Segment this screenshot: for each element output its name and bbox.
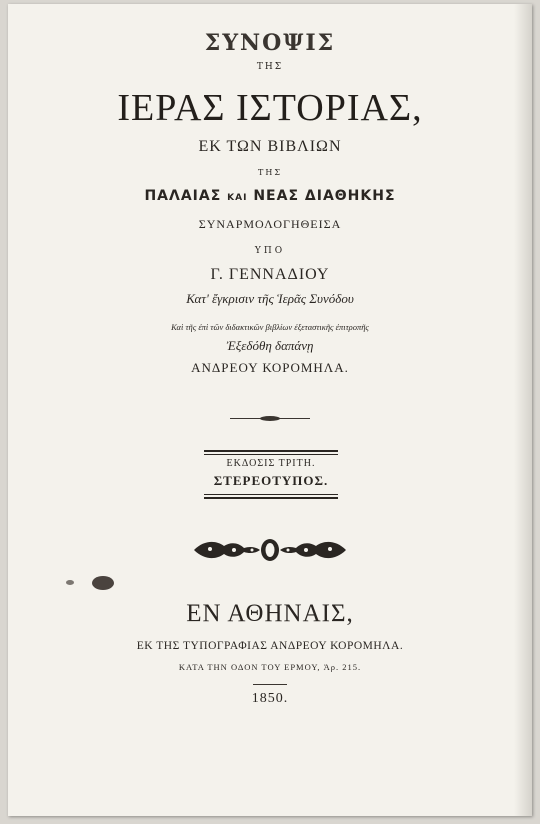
imprint-year: 1850. — [251, 691, 289, 706]
edition-bottom-thin-rule — [204, 494, 338, 495]
approval-line: Κατ' ἔγκρισιν τῆς Ἱερᾶς Συνόδου — [186, 291, 354, 306]
old-testament-word: ΠΑΛΑΙΑΣ — [144, 188, 222, 204]
edition-label: ΕΚΔΟΣΙΣ ΤΡΙΤΗ. — [226, 458, 316, 469]
edition-bottom-rule — [204, 497, 338, 499]
conjunction-word: ΚΑΙ — [227, 193, 248, 203]
imprint-address: ΚΑΤΑ ΤΗΝ ΟΔΟΝ ΤΟΥ ΕΡΜΟΥ, Ἀρ. 215. — [178, 662, 362, 672]
title-page — [8, 4, 532, 816]
imprint-place: ΕΝ ΑΘΗΝΑΙΣ, — [186, 600, 354, 627]
year-rule — [253, 684, 287, 685]
edition-top-rule — [204, 450, 338, 452]
main-title: ΙΕΡΑΣ ΙΣΤΟΡΙΑΣ, — [117, 87, 423, 129]
expense-line: Ἐξεδόθη δαπάνῃ — [226, 338, 314, 353]
ink-stain — [92, 576, 114, 590]
imprint-press: ΕΚ ΤΗΣ ΤΥΠΟΓΡΑΦΙΑΣ ΑΝΔΡΕΟΥ ΚΟΡΟΜΗΛΑ. — [136, 640, 404, 652]
from-books-line: ΕΚ ΤΩΝ ΒΙΒΛΙΩΝ — [198, 138, 342, 155]
new-testament-words: ΝΕΑΣ ΔΙΑΘΗΚΗΣ — [253, 188, 396, 204]
by-line: ΥΠΟ — [254, 246, 286, 256]
testaments-line — [8, 188, 532, 204]
book-title-synopsis: ΣΥΝΟΨΙΣ — [204, 30, 336, 56]
edition-top-thin-rule — [204, 454, 338, 455]
ink-stain-small — [66, 580, 74, 585]
floral-ornament-icon — [190, 536, 350, 564]
edition-box — [204, 450, 338, 499]
committee-line: Καὶ τῆς ἐπὶ τῶν διδακτικῶν βιβλίων ἐξεταστικῆς ἐπιτροπῆς — [171, 322, 369, 332]
author-name: Γ. ΓΕΝΝΑΔΙΟΥ — [210, 266, 330, 283]
divider-rule — [230, 418, 310, 419]
compiled-line: ΣΥΝΑΡΜΟΛΟΓΗΘΕΙΣΑ — [198, 217, 342, 231]
edition-type: ΣΤΕΡΕΟΤΥΠΟΣ. — [213, 473, 329, 488]
publisher-name: ΑΝΔΡΕΟΥ ΚΟΡΟΜΗΛΑ. — [191, 360, 349, 375]
article-line-1: ΤΗΣ — [256, 62, 284, 72]
article-line-2: ΤΗΣ — [258, 168, 282, 177]
